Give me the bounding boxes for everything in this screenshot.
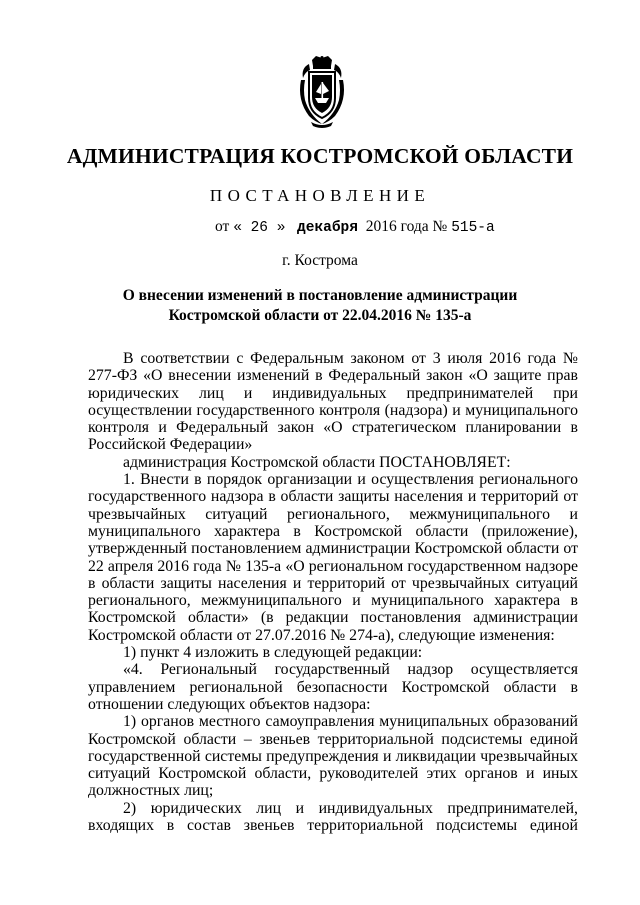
date-prefix: от [215, 218, 230, 235]
body-paragraph-3: 1. Внести в порядок организации и осуществления регионального государственного надзора в области защиты населения и территорий от чрезвычайных ситуаций регионального, межмуниципального и муниципального характера в Костромской области (приложение), утвержденный постановлением администрации Костромской области от 22 апреля 2016 года № 135-а «О региональном государственном надзоре в области защиты населения и территорий от чрезвычайных ситуаций регионального, межмуниципального и муниципального характера в Костромской области» (в редакции постановления администрации Костромской области от 27.07.2016 № 274-а), следующие изменения: [88, 471, 578, 644]
document-type: ПОСТАНОВЛЕНИЕ [209, 186, 431, 205]
subject-line-1: О внесении изменений в постановление администрации [122, 287, 518, 304]
date-number-line [215, 218, 495, 236]
body-paragraph-2: администрация Костромской области ПОСТАНОВЛЯЕТ: [123, 453, 511, 471]
city-line: г. Кострома [282, 252, 358, 269]
coat-of-arms-emblem [295, 56, 349, 128]
date-month: декабря [297, 220, 358, 236]
body-paragraph-4: 1) пункт 4 изложить в следующей редакции: [123, 644, 423, 662]
date-year: 2016 года № [365, 218, 448, 235]
document-body [88, 350, 578, 834]
date-day: « 26 » [233, 220, 286, 236]
body-paragraph-1: В соответствии с Федеральным законом от 3 июля 2016 года № 277-ФЗ «О внесении изменений в Федеральный закон «О защите прав юридических лиц и индивидуальных предпринимателей при осуществлении государственного контроля (надзора) и муниципального контроля и Федеральный закон «О стратегическом планировании в Российской Федерации» [88, 350, 578, 454]
body-paragraph-7: 2) юридических лиц и индивидуальных предпринимателей, входящих в состав звеньев территориальной подсистемы единой [88, 799, 578, 835]
body-paragraph-6: 1) органов местного самоуправления муниципальных образований Костромской области – звеньев территориальной подсистемы единой государственной системы предупреждения и ликвидации чрезвычайных ситуаций Костромской области, руководителей этих органов и иных должностных лиц; [88, 713, 578, 800]
document-subject [88, 286, 552, 326]
document-number: 515-а [451, 220, 495, 236]
organization-title: АДМИНИСТРАЦИЯ КОСТРОМСКОЙ ОБЛАСТИ [66, 144, 574, 168]
subject-line-2: Костромской области от 22.04.2016 № 135-а [168, 307, 472, 324]
body-paragraph-5: «4. Региональный государственный надзор осуществляется управлением региональной безопасности Костромской области в отношении следующих объектов надзора: [88, 661, 578, 713]
